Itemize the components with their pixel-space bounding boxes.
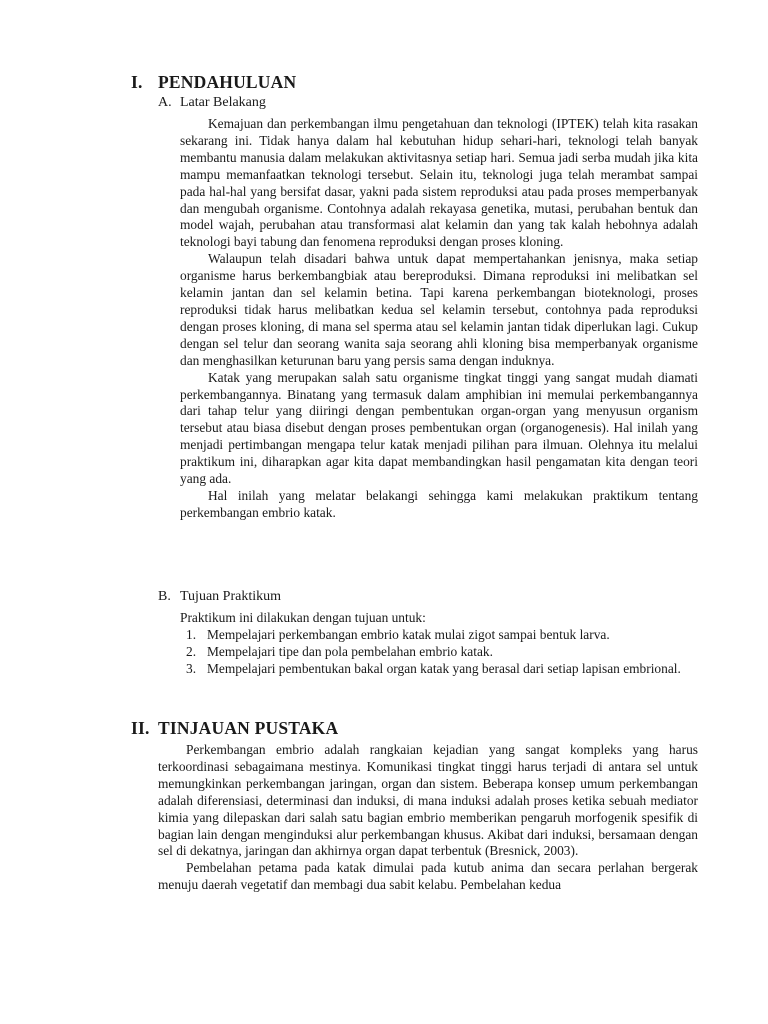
section-number: I. [131, 72, 143, 92]
paragraph: Pembelahan petama pada katak dimulai pada kutub anima dan secara perlahan bergerak menuju daerah vegetatif dan membagi dua sabit kelabu. Pembelahan kedua [158, 860, 698, 893]
list-text: Mempelajari tipe dan pola pembelahan embrio katak. [207, 643, 493, 659]
tujuan-list [186, 627, 698, 678]
paragraph: Hal inilah yang melatar belakangi sehingga kami melakukan praktikum tentang perkembangan embrio katak. [180, 487, 698, 520]
subheading-title: Tujuan Praktikum [180, 589, 281, 604]
subheading-letter: B. [158, 589, 171, 604]
section-title: PENDAHULUAN [158, 72, 297, 92]
paragraph: Kemajuan dan perkembangan ilmu pengetahuan dan teknologi (IPTEK) telah kita rasakan sekarang ini. Tidak hanya dalam hal kebutuhan hidup sehari-hari, teknologi telah banyak membantu manusia dalam melakukan aktivitasnya setiap hari. Semua jadi serba mudah jika kita mampu memanfaatkan teknologi tersebut. Selain itu, teknologi juga telah merambat sampai pada hal-hal yang bersifat dasar, yakni pada sistem reproduksi atau pada proses memperbanyak dan mengubah organisme. Contohnya adalah rekayasa genetika, mutasi, perubahan bentuk dan model wajah, perubahan atau transformasi alat kelamin dan yang tak kalah hebohnya adalah teknologi bayi tabung dan fenomena reproduksi dengan proses kloning. [180, 116, 698, 250]
subheading-tujuan-praktikum [158, 589, 281, 605]
section-heading-tinjauan-pustaka [131, 718, 338, 739]
list-number: 2. [186, 643, 197, 659]
subheading-letter: A. [158, 95, 172, 110]
tujuan-intro: Praktikum ini dilakukan dengan tujuan untuk: [180, 610, 426, 625]
section-title: TINJAUAN PUSTAKA [158, 718, 339, 738]
latar-belakang-body [180, 116, 698, 522]
paragraph: Perkembangan embrio adalah rangkaian kejadian yang sangat kompleks yang harus terkoordinasi sebagaimana mestinya. Komunikasi tingkat tinggi harus terjadi di antara sel untuk memungkinkan perkembangan jaringan, organ dan sistem. Beberapa konsep umum perkembangan adalah diferensiasi, determinasi dan induksi, di mana induksi adalah proses ketika sebuah mediator kimia yang dilepaskan dari salah satu bagian embrio memberikan pengaruh morfogenik spesifik di bagian lain dengan menginduksi alur perkembangan khusus. Akibat dari induksi, bersamaan dengan sel di dekatnya, jaringan dan akhirnya organ dapat terbentuk (Bresnick, 2003). [158, 742, 698, 859]
list-text: Mempelajari pembentukan bakal organ katak yang berasal dari setiap lapisan embrional. [207, 660, 681, 676]
list-item [186, 661, 698, 678]
list-item [186, 644, 698, 661]
subheading-latar-belakang [158, 95, 266, 111]
list-number: 3. [186, 660, 197, 676]
subheading-title: Latar Belakang [180, 95, 266, 110]
section-heading-pendahuluan [131, 72, 296, 93]
list-item [186, 627, 698, 644]
list-number: 1. [186, 627, 197, 642]
paragraph: Walaupun telah disadari bahwa untuk dapat mempertahankan jenisnya, maka setiap organisme harus berkembangbiak atau bereproduksi. Dimana reproduksi ini melibatkan sel kelamin jantan dan sel kelamin betina. Tapi karena perkembangan bioteknologi, proses reproduksi tidak harus melibatkan kedua sel kelamin tersebut, contohnya pada reproduksi dengan proses kloning, di mana sel sperma atau sel kelamin jantan tidak diperlukan lagi. Cukup dengan sel telur dan seorang wanita saja seorang ahli kloning bisa memperbanyak organisme dan menghasilkan keturunan baru yang persis sama dengan induknya. [180, 251, 698, 368]
tinjauan-pustaka-body [158, 742, 698, 894]
list-text: Mempelajari perkembangan embrio katak mulai zigot sampai bentuk larva. [207, 627, 610, 642]
section-number: II. [131, 718, 150, 738]
paragraph: Katak yang merupakan salah satu organisme tingkat tinggi yang sangat mudah diamati perkembangannya. Binatang yang termasuk dalam amphibian ini memulai perkembangannya dari tahap telur yang diiringi dengan pembentukan organ-organ yang menyusun organism tersebut atau biasa disebut dengan proses pembentukan organ (organogenesis). Hal inilah yang menjadi pertimbangan mengapa telur katak menjadi pilihan para ilmuan. Olehnya itu melalui praktikum ini, diharapkan agar kita dapat membandingkan hasil pengamatan kita dengan teori yang ada. [180, 369, 698, 487]
